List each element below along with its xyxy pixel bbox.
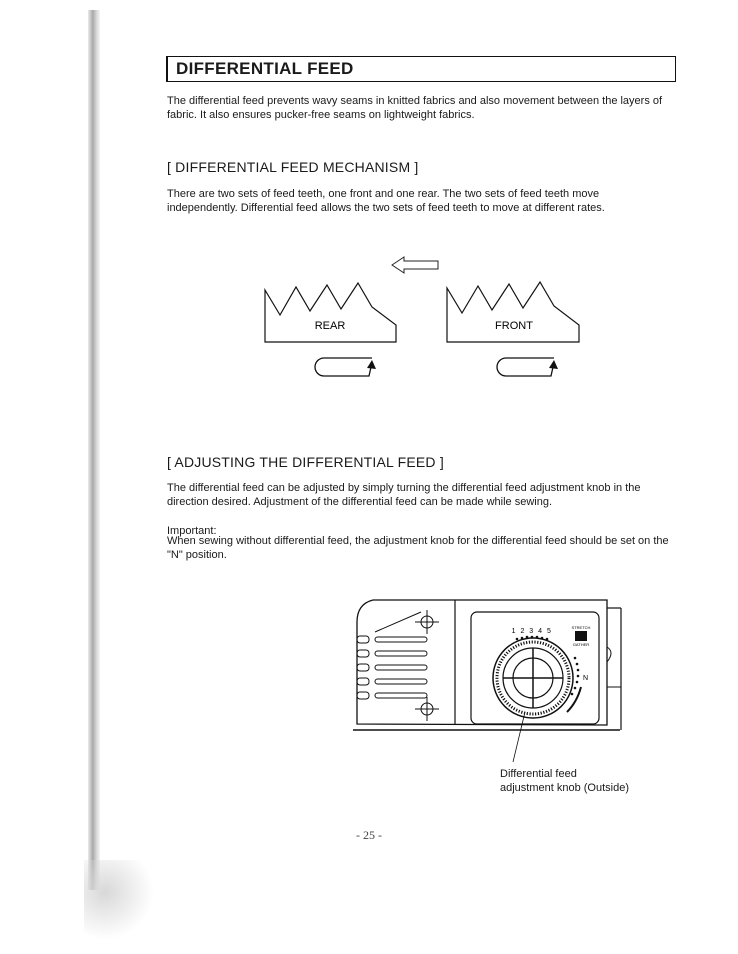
screw-top-icon — [415, 610, 439, 634]
binding-shadow-corner — [84, 860, 154, 940]
caption-line-1: Differential feed — [500, 768, 577, 780]
gather-label: GATHER — [572, 642, 590, 647]
title-box — [166, 56, 676, 82]
intro-paragraph: The differential feed prevents wavy seams in knitted fabrics and also movement between the layers of fabric. It also ensures pucker-free seams on lightweight fabrics. — [167, 95, 663, 121]
feed-teeth-diagram — [250, 250, 600, 380]
screw-bottom-icon — [415, 697, 439, 721]
differential-feed-knob-icon — [493, 638, 573, 718]
rear-feed-teeth — [265, 283, 396, 342]
important-label: Important: — [167, 525, 217, 537]
front-motion-arrow-icon — [497, 358, 554, 376]
page-number: - 25 - — [356, 828, 382, 842]
rear-motion-arrow-icon — [315, 358, 372, 376]
direction-arrow-icon — [392, 257, 438, 273]
dial-scale-numbers: 1 2 3 4 5 — [511, 628, 553, 635]
machine-illustration — [345, 592, 630, 762]
important-paragraph: When sewing without differential feed, the adjustment knob for the differential feed should be set on the "N" position. — [167, 535, 669, 561]
mechanism-paragraph: There are two sets of feed teeth, one front and one rear. The two sets of feed teeth move independently. Differential feed allows the two sets of feed teeth to move at different rates. — [167, 188, 605, 214]
binding-shadow — [88, 10, 100, 890]
mechanism-heading: [ DIFFERENTIAL FEED MECHANISM ] — [167, 159, 419, 175]
adjusting-heading: [ ADJUSTING THE DIFFERENTIAL FEED ] — [167, 454, 444, 470]
stretch-label: STRETCH — [571, 625, 591, 630]
caption-leader-line — [513, 712, 525, 762]
page-title: DIFFERENTIAL FEED — [176, 59, 354, 78]
caption-line-2: adjustment knob (Outside) — [500, 782, 630, 794]
rear-label: REAR — [314, 320, 346, 332]
front-label: FRONT — [495, 320, 533, 332]
adjusting-paragraph: The differential feed can be adjusted by simply turning the differential feed adjustment knob in the direction desired. Adjustment of the differential feed can be made while sewing. — [167, 482, 641, 508]
front-feed-teeth — [447, 282, 579, 342]
n-position-label: N — [583, 675, 589, 682]
